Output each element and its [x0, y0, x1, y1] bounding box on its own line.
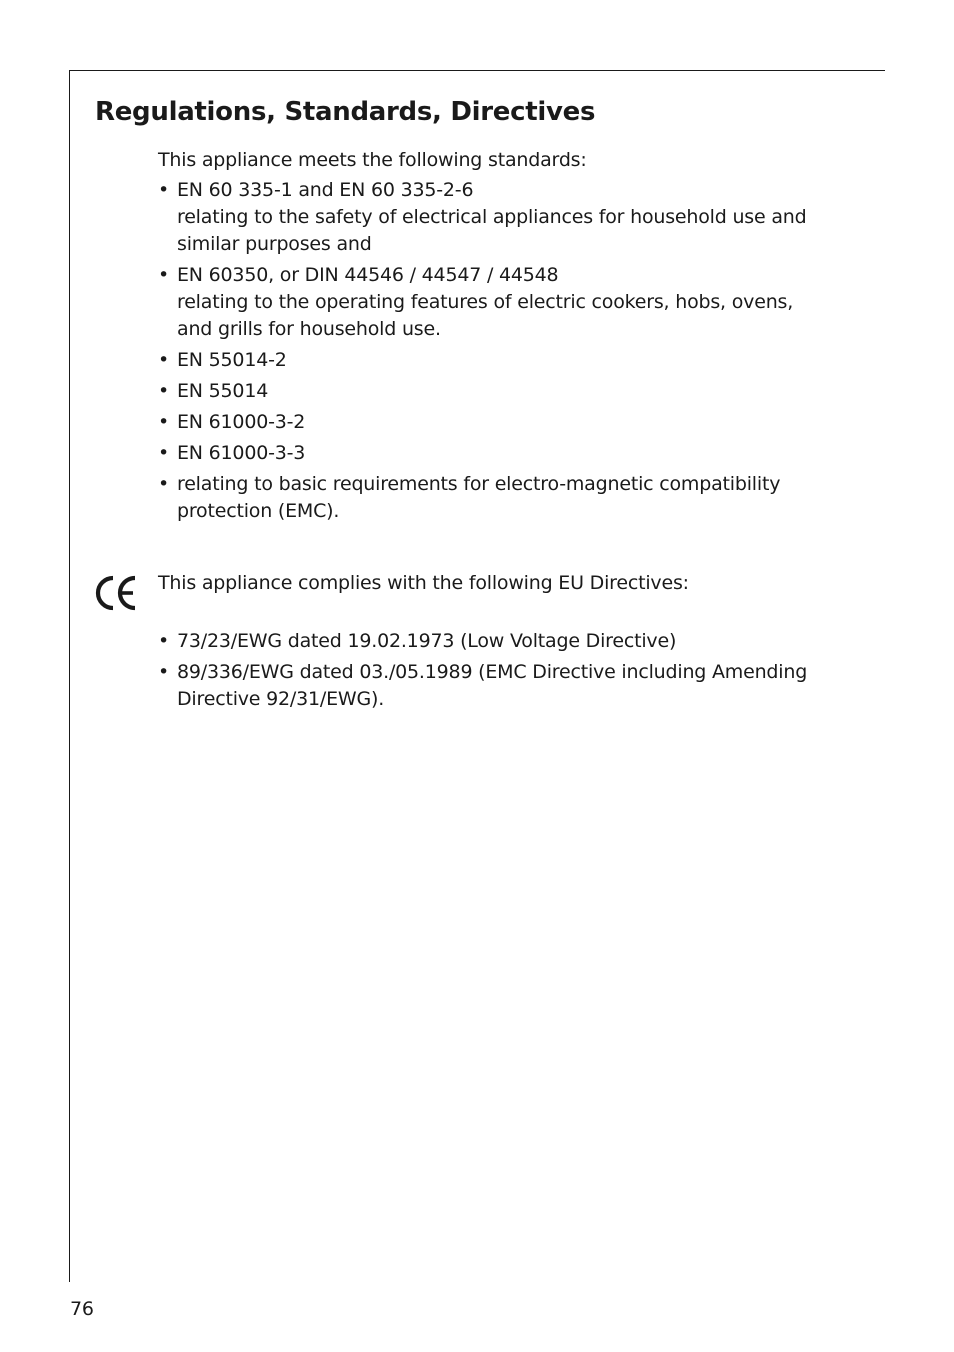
standard-item-text: similar purposes and — [177, 233, 372, 255]
directive-item-text: Directive 92/31/EWG). — [177, 688, 385, 710]
standard-item — [158, 409, 858, 436]
directive-item — [158, 659, 858, 713]
directive-item-text: 89/336/EWG dated 03./05.1989 (EMC Directive including Amending — [177, 661, 808, 683]
ce-mark-icon — [94, 574, 138, 612]
bullet-icon: • — [158, 630, 170, 652]
bullet-icon: • — [158, 264, 170, 286]
standards-intro: This appliance meets the following standards: — [158, 149, 587, 171]
directives-intro: This appliance complies with the following EU Directives: — [158, 572, 689, 594]
left-rule — [69, 70, 70, 1282]
bullet-icon: • — [158, 411, 170, 433]
bullet-icon: • — [158, 442, 170, 464]
standard-item-text: and grills for household use. — [177, 318, 441, 340]
directive-item-text: 73/23/EWG dated 19.02.1973 (Low Voltage Directive) — [177, 630, 677, 652]
bullet-icon: • — [158, 179, 170, 201]
standard-item-text: EN 60 335-1 and EN 60 335-2-6 — [177, 179, 474, 201]
standard-item-text: relating to the operating features of electric cookers, hobs, ovens, — [177, 291, 794, 313]
standard-item-text: EN 61000-3-3 — [177, 442, 306, 464]
directives-list — [158, 628, 858, 717]
standard-item-text: relating to the safety of electrical appliances for household use and — [177, 206, 807, 228]
standards-list — [158, 177, 858, 529]
top-rule — [69, 70, 885, 71]
standard-item — [158, 378, 858, 405]
directive-item — [158, 628, 858, 655]
bullet-icon: • — [158, 661, 170, 683]
standard-item — [158, 471, 858, 525]
standard-item — [158, 440, 858, 467]
standard-item-text: EN 60350, or DIN 44546 / 44547 / 44548 — [177, 264, 559, 286]
page-title: Regulations, Standards, Directives — [95, 97, 596, 127]
standard-item — [158, 262, 858, 343]
bullet-icon: • — [158, 380, 170, 402]
bullet-icon: • — [158, 473, 170, 495]
standard-item-text: EN 61000-3-2 — [177, 411, 306, 433]
standard-item-text: EN 55014-2 — [177, 349, 287, 371]
standard-item — [158, 347, 858, 374]
standard-item-text: EN 55014 — [177, 380, 269, 402]
standard-item — [158, 177, 858, 258]
bullet-icon: • — [158, 349, 170, 371]
standard-item-text: relating to basic requirements for electro-magnetic compatibility — [177, 473, 781, 495]
page-number: 76 — [70, 1298, 94, 1320]
standard-item-text: protection (EMC). — [177, 500, 340, 522]
